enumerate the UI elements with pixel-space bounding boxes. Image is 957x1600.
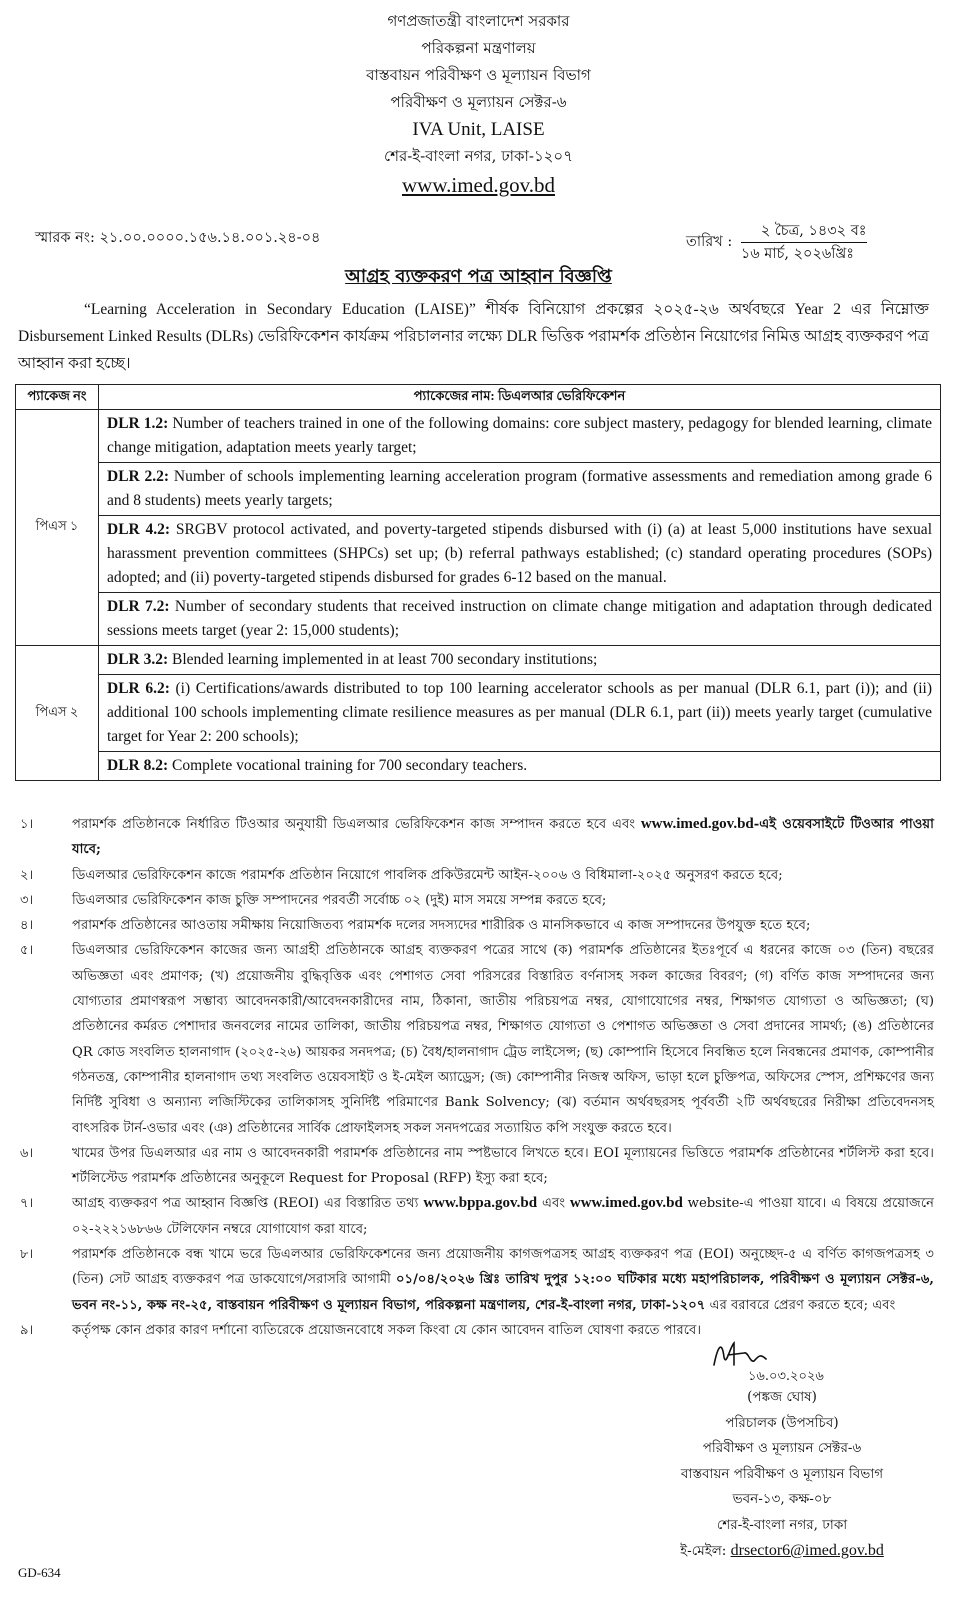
- dlr-item: DLR 2.2: Number of schools implementing learning acceleration program (formative assessments and remediation among grade 6 and 8 students) meets yearly targets;: [99, 463, 941, 516]
- signatory-block: [612, 1385, 952, 1565]
- intro-paragraph: “Learning Acceleration in Secondary Education (LAISE)” শীর্ষক বিনিয়োগ প্রকল্পের ২০২৫-২৬ অর্থবছরে Year 2 এর নিম্নোক্ত Disbursement Linked Results (DLRs) ভেরিফিকেশন কার্যক্রম পরিচালনার লক্ষ্যে DLR ভিত্তিক পরামর্শক প্রতিষ্ঠান নিয়োগের নিমিত্ত আগ্রহ ব্যক্তকরণ পত্র আহ্বান করা হচ্ছে।: [18, 301, 929, 372]
- dlr-item: DLR 1.2: Number of teachers trained in one of the following domains: core subject mastery, pedagogy for blended learning, climate change mitigation, adaptation meets yearly target;: [99, 410, 941, 463]
- list-item: ২। ডিএলআর ভেরিফিকেশন কাজে পরামর্শক প্রতিষ্ঠান নিয়োগে পাবলিক প্রকিউরমেন্ট আইন-২০০৬ ও বিধিমালা-২০২৫ অনুসরণ করতে হবে;: [20, 867, 783, 883]
- list-item: ৭। আগ্রহ ব্যক্তকরণ পত্র আহ্বান বিজ্ঞপ্তি (REOI) এর বিস্তারিত তথ্য www.bppa.gov.bd এবং www.imed.gov.bd website-এ পাওয়া যাবে। এ বিষয়ে প্রয়োজনে ০২-২২২১৬৮৬৬ টেলিফোন নম্বরে যোগাযোগ করা যাবে;: [20, 1195, 934, 1237]
- package-ps2: পিএস ২: [16, 646, 99, 781]
- website-link[interactable]: www.imed.gov.bd: [640, 816, 754, 832]
- col-package-name: প্যাকেজের নাম: ডিএলআর ভেরিফিকেশন: [99, 385, 941, 410]
- division-name: বাস্তবায়ন পরিবীক্ষণ ও মূল্যায়ন বিভাগ: [366, 66, 591, 84]
- signature-date: ১৬.০৩.২০২৬: [748, 1369, 824, 1384]
- signatory-designation: পরিচালক (উপসচিব): [725, 1414, 839, 1431]
- date-block: [686, 220, 867, 265]
- table-row: [16, 410, 941, 463]
- list-item: ৮। পরামর্শক প্রতিষ্ঠানকে বন্ধ খামে ভরে ডিএলআর ভেরিফিকেশনের জন্য প্রয়োজনীয় কাগজপত্রসহ আগ্রহ ব্যক্তকরণ পত্র (EOI) অনুচ্ছেদ-৫ এ বর্ণিত কাগজপত্রসহ ৩ (তিন) সেট আগ্রহ ব্যক্তকরণ পত্র ডাকযোগে/সরাসরি আগামী ০১/০৪/২০২৬ খ্রিঃ তারিখ দুপুর ১২:০০ ঘটিকার মধ্যে মহাপরিচালক, পরিবীক্ষণ ও মূল্যায়ন সেক্টর-৬, ভবন নং-১১, কক্ষ নং-২৫, বাস্তবায়ন পরিবীক্ষণ ও মূল্যায়ন বিভাগ, পরিকল্পনা মন্ত্রণালয়, শের-ই-বাংলা নগর, ঢাকা-১২০৭ এর বরাবরে প্রেরণ করতে হবে; এবং: [20, 1247, 934, 1313]
- unit-name: IVA Unit, LAISE: [412, 119, 545, 140]
- dlr-item: DLR 7.2: Number of secondary students that received instruction on climate change mitigation and adaptation through dedicated sessions meets target (year 2: 15,000 students);: [99, 593, 941, 646]
- email-link[interactable]: drsector6@imed.gov.bd: [730, 1542, 884, 1559]
- memo-number: স্মারক নং: ২১.০০.০০০০.১৫৬.১৪.০০১.২৪-০৪: [35, 230, 321, 246]
- imed-link[interactable]: www.imed.gov.bd: [569, 1195, 683, 1212]
- footer-code: GD-634: [18, 1565, 61, 1580]
- submission-deadline: ০১/০৪/২০২৬ খ্রিঃ তারিখ দুপুর ১২:০০ ঘটিকার মধ্যে মহাপরিচালক, পরিবীক্ষণ ও মূল্যায়ন সেক্টর-৬, ভবন নং-১১, কক্ষ নং-২৫, বাস্তবায়ন পরিবীক্ষণ ও মূল্যায়ন বিভাগ, পরিকল্পনা মন্ত্রণালয়, শের-ই-বাংলা নগর, ঢাকা-১২০৭: [72, 1272, 934, 1313]
- table-row: [16, 463, 941, 516]
- table-row: [16, 646, 941, 675]
- signatory-address: শের-ই-বাংলা নগর, ঢাকা: [716, 1516, 848, 1533]
- notice-title: আগ্রহ ব্যক্তকরণ পত্র আহ্বান বিজ্ঞপ্তি: [345, 266, 612, 287]
- signatory-email-line: ই-মেইল: drsector6@imed.gov.bd: [680, 1542, 884, 1559]
- list-item: ৩। ডিএলআর ভেরিফিকেশন কাজ চুক্তি সম্পাদনের পরবর্তী সর্বোচ্চ ০২ (দুই) মাস সময়ে সম্পন্ন করতে হবে;: [20, 892, 607, 908]
- package-ps1: পিএস ১: [16, 410, 99, 646]
- table-row: [16, 593, 941, 646]
- table-header-row: [16, 385, 941, 410]
- date-english: ১৬ মার্চ, ২০২৬খ্রিঃ: [740, 246, 854, 262]
- dlr-item: DLR 6.2: (i) Certifications/awards distributed to top 100 learning accelerator schools as per manual (DLR 6.1, part (i)); and (ii) additional 100 schools implementing climate resilience measures as per manual (DLR 6.1, part (ii)) meets yearly target (cumulative target for Year 2: 200 schools);: [99, 675, 941, 752]
- list-item: ৬। খামের উপর ডিএলআর এর নাম ও আবেদনকারী পরামর্শক প্রতিষ্ঠানের নাম স্পষ্টভাবে লিখতে হবে। EOI মূল্যায়নের ভিত্তিতে পরামর্শক প্রতিষ্ঠানের শর্টলিস্ট করা হবে। শর্টলিস্টেড পরামর্শক প্রতিষ্ঠানের অনুকূলে Request for Proposal (RFP) ইস্যু করা হবে;: [20, 1145, 934, 1187]
- col-package-no: প্যাকেজ নং: [16, 385, 99, 410]
- signatory-division: বাস্তবায়ন পরিবীক্ষণ ও মূল্যায়ন বিভাগ: [680, 1465, 884, 1482]
- letterhead: [0, 8, 957, 200]
- list-item: ১। পরামর্শক প্রতিষ্ঠানকে নির্ধারিত টিওআর অনুযায়ী ডিএলআর ভেরিফিকেশন কাজ সম্পাদন করতে হবে এবং www.imed.gov.bd-এই ওয়েবসাইটে টিওআর পাওয়া যাবে;: [20, 816, 935, 858]
- list-item: ৪। পরামর্শক প্রতিষ্ঠানের আওতায় সমীক্ষায় নিয়োজিতব্য পরামর্শক দলের সদস্যদের শারীরিক ও মানসিকভাবে এ কাজ সম্পাদনের উপযুক্ত হতে হবে;: [20, 918, 811, 934]
- govt-name: গণপ্রজাতন্ত্রী বাংলাদেশ সরকার: [387, 12, 570, 30]
- date-bangla: ২ চৈত্র, ১৪৩২ বঃ: [741, 220, 867, 243]
- list-item: ৫। ডিএলআর ভেরিফিকেশন কাজের জন্য আগ্রহী প্রতিষ্ঠানকে আগ্রহ ব্যক্তকরণ পত্রের সাথে (ক) পরামর্শক প্রতিষ্ঠানের ইতঃপূর্বে এ ধরনের কাজে ০৩ (তিন) বছরের অভিজ্ঞতা এবং প্রমাণক; (খ) প্রয়োজনীয় বুদ্ধিবৃত্তিক এবং পেশাগত সেবা পরিসরের বিস্তারিত বর্ণনাসহ সকল কাজের বিবরণ; (গ) বর্ণিত কাজ সম্পাদনের জন্য যোগ্যতার প্রমাণস্বরূপ সম্ভাব্য আবেদনকারী/আবেদনকারীদের নাম, ঠিকানা, জাতীয় পরিচয়পত্র নম্বর, যোগাযোগের নম্বর, শিক্ষাগত যোগ্যতা ও অভিজ্ঞতা; (ঘ) প্রতিষ্ঠানের কর্মরত পেশাদার জনবলের নামের তালিকা, জাতীয় পরিচয়পত্র নম্বর, শিক্ষাগত যোগ্যতা ও পেশাগত অভিজ্ঞতা ও সেবা প্রদানের সামর্থ্য; (ঙ) প্রতিষ্ঠানের QR কোড সংবলিত হালনাগাদ (২০২৫-২৬) আয়কর সনদপত্র; (চ) বৈধ/হালনাগাদ ট্রেড লাইসেন্স; (ছ) কোম্পানি হিসেবে নিবন্ধিত হলে নিবন্ধনের প্রমাণক, কোম্পানীর গঠনতন্ত্র, কোম্পানীর হালনাগাদ তথ্য সংবলিত ওয়েবসাইট ও ই-মেইল অ্যাড্রেস; (জ) কোম্পানীর নিজস্ব অফিস, ভাড়া হলে চুক্তিপত্র, অফিসের স্পেস, প্রশিক্ষণের জন্য নির্দিষ্ট সুবিধা ও অন্যান্য লজিস্টিকের তালিকাসহ সুনির্দিষ্ট পরিমাণের Bank Solvency; (ঝ) বর্তমান অর্থবছরসহ পূর্ববর্তী ২টি অর্থবছরের নিরীক্ষা প্রতিবেদনসহ বাৎসরিক টার্ন-ওভার এবং (ঞ) প্রতিষ্ঠানের সার্বিক প্রোফাইলসহ সকল সনদপত্রের সত্যায়িত কপি সংযুক্ত করতে হবে।: [20, 943, 934, 1136]
- signatory-room: ভবন-১৩, কক্ষ-০৮: [732, 1491, 832, 1507]
- signatory-name: (পঙ্কজ ঘোষ): [747, 1389, 817, 1405]
- ministry-name: পরিকল্পনা মন্ত্রণালয়: [421, 39, 536, 57]
- sector-name: পরিবীক্ষণ ও মূল্যায়ন সেক্টর-৬: [390, 93, 567, 111]
- list-item: ৯। কর্তৃপক্ষ কোন প্রকার কারণ দর্শানো ব্যতিরেকে প্রয়োজনবোধে সকল কিংবা যে কোন আবেদন বাতিল ঘোষণা করতে পারবে।: [20, 1322, 702, 1338]
- table-row: [16, 675, 941, 752]
- date-label: তারিখ :: [686, 233, 733, 250]
- website-link[interactable]: www.imed.gov.bd: [401, 173, 555, 197]
- table-row: [16, 516, 941, 593]
- table-row: [16, 752, 941, 781]
- signatory-sector: পরিবীক্ষণ ও মূল্যায়ন সেক্টর-৬: [702, 1440, 862, 1456]
- bppa-link[interactable]: www.bppa.gov.bd: [423, 1195, 538, 1212]
- dlr-package-table: [15, 384, 941, 781]
- dlr-item: DLR 4.2: SRGBV protocol activated, and poverty-targeted stipends disbursed with (i) (a) at least 5,000 institutions have sexual harassment prevention committees (SHPCs) set up; (b) referral pathways established; (c) standard operating procedures (SOPs) adopted; and (ii) poverty-targeted stipends disbursed for grades 6-12 based on the manual.: [99, 516, 941, 593]
- conditions-list: [18, 812, 934, 1343]
- dlr-item: DLR 8.2: Complete vocational training for 700 secondary teachers.: [99, 752, 941, 781]
- office-address: শের-ই-বাংলা নগর, ঢাকা-১২০৭: [384, 147, 573, 165]
- dlr-item: DLR 3.2: Blended learning implemented in at least 700 secondary institutions;: [99, 646, 941, 675]
